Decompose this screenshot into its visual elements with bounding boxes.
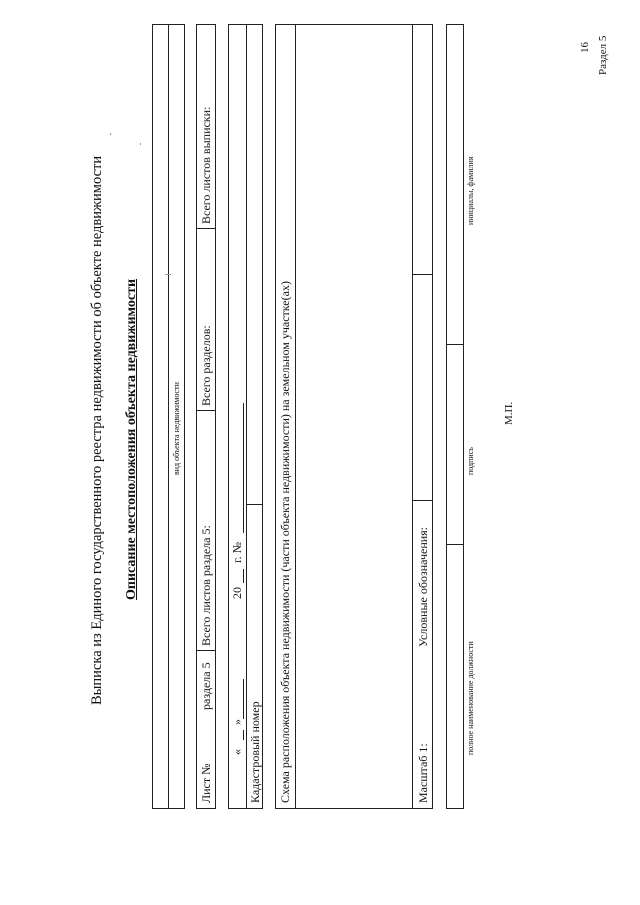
date-number-field [233, 403, 244, 533]
total-sheets-label: Всего листов выписки: [199, 106, 213, 224]
scale-label: Масштаб 1: [416, 743, 430, 803]
sheet-section-label: раздела 5 [199, 662, 213, 710]
object-type-inner-line [168, 24, 169, 809]
name-caption: инициалы, фамилия [466, 156, 475, 225]
date-month-field [233, 679, 244, 719]
date-number-label: г. № [230, 541, 244, 563]
position-caption: полное наименование должности [466, 641, 475, 755]
object-type-caption: вид объекта недвижимости [172, 382, 181, 475]
cadastral-number-label: Кадастровый номер [248, 701, 262, 803]
date-quote-close: » [230, 719, 244, 725]
stamp-placeholder: М.П. [503, 401, 515, 425]
total-sections-label: Всего разделов: [199, 325, 213, 406]
section-label: Раздел 5 [597, 35, 609, 75]
date-day-field [233, 730, 244, 740]
legend-label: Условные обозначения: [416, 526, 430, 647]
signature-caption: подпись [466, 447, 475, 475]
page-number: 16 [579, 42, 591, 53]
scheme-label: Схема расположения объекта недвижимости (части объекта недвижимости) на земельном участке(ах) [278, 281, 292, 803]
scheme-drawing-area [295, 24, 413, 809]
document-subtitle: Описание местоположения объекта недвижимости [124, 278, 139, 600]
date-quote-open: « [230, 749, 244, 755]
sheet-number-label: Лист № [199, 763, 213, 803]
signature-row [446, 24, 464, 809]
total-section-sheets-label: Всего листов раздела 5: [199, 525, 213, 646]
date-year-prefix: 20 [230, 587, 244, 599]
date-year-field [233, 569, 244, 583]
document-title: Выписка из Единого государственного реестра недвижимости об объекте недвижимости [89, 155, 105, 705]
